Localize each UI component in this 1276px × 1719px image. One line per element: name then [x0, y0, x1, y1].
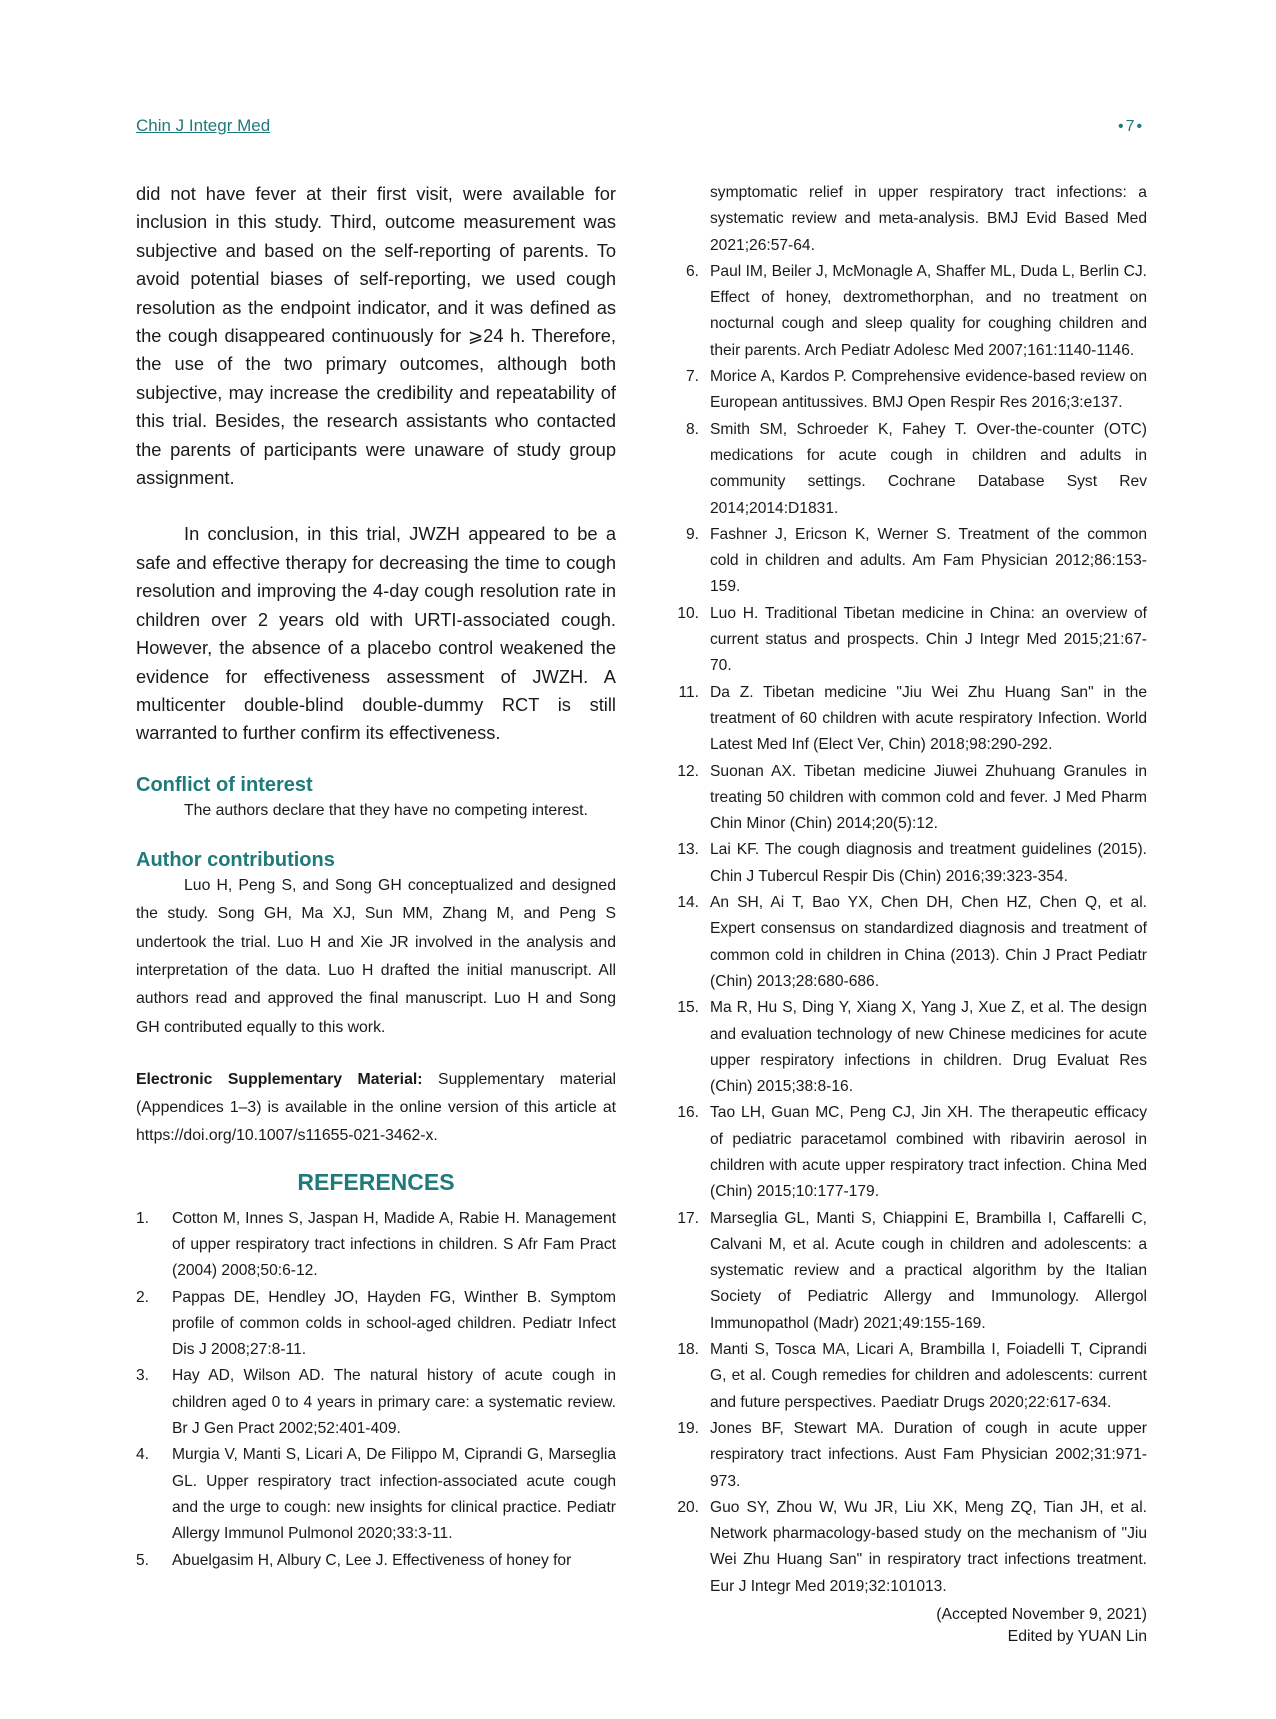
reference-item: [136, 1206, 616, 1285]
reference-number: 20.: [677, 1498, 699, 1516]
reference-text: Suonan AX. Tibetan medicine Jiuwei Zhuhuang Granules in treating 50 children with common cold and fever. J Med Pharm Chin Minor (Chin) 2014;20(5):12.: [710, 762, 1147, 833]
reference-number: 5.: [136, 1551, 150, 1569]
reference-text: Pappas DE, Hendley JO, Hayden FG, Winther B. Symptom profile of common colds in school-aged children. Pediatr Infect Dis J 2008;27:8-11.: [172, 1288, 616, 1359]
reference-item: [669, 259, 1147, 364]
reference-text: Ma R, Hu S, Ding Y, Xiang X, Yang J, Xue Z, et al. The design and evaluation technology of new Chinese medicines for acute upper respiratory infections in children. Drug Evaluat Res (Chin) 2015;38:8-16.: [710, 999, 1147, 1096]
reference-item: [669, 1416, 1147, 1495]
reference-item: [669, 601, 1147, 680]
reference-text: Morice A, Kardos P. Comprehensive evidence-based review on European antitussives. BMJ Open Respir Res 2016;3:e137.: [710, 368, 1147, 412]
reference-number: 12.: [677, 762, 699, 780]
reference-continuation: [669, 180, 1147, 259]
edited-by: Edited by YUAN Lin: [1007, 1628, 1147, 1646]
reference-item: [669, 890, 1147, 995]
reference-number: 2.: [136, 1288, 150, 1306]
reference-text: Fashner J, Ericson K, Werner S. Treatment of the common cold in children and adults. Am Fam Physician 2012;86:153-159.: [710, 525, 1147, 596]
references-heading: REFERENCES: [297, 1168, 455, 1195]
reference-text: Paul IM, Beiler J, McMonagle A, Shaffer ML, Duda L, Berlin CJ. Effect of honey, dextromethorphan, and no treatment on nocturnal cough and sleep quality for coughing children and their parents. Arch Pediatr Adolesc Med 2007;161:1140-1146.: [710, 262, 1147, 359]
reference-text: Manti S, Tosca MA, Licari A, Brambilla I, Foiadelli T, Ciprandi G, et al. Cough remedies for children and adolescents: current and future perspectives. Paediatr Drugs 2020;22:617-634.: [710, 1341, 1147, 1411]
reference-item: [669, 1337, 1147, 1416]
reference-item: [136, 1548, 616, 1574]
references-list-left: [136, 1206, 616, 1574]
reference-item: [669, 759, 1147, 838]
references-list-right: [669, 259, 1147, 1600]
reference-text: Marseglia GL, Manti S, Chiappini E, Brambilla I, Caffarelli C, Calvani M, et al. Acute cough in children and adolescents: a systematic review and a practical algorithm by the Italian Society of Pediatric Allergy and Immunology. Allergol Immunopathol (Madr) 2021;49:155-169.: [710, 1209, 1147, 1332]
reference-number: 9.: [685, 525, 699, 543]
reference-number: 13.: [677, 841, 699, 859]
reference-number: 6.: [685, 262, 699, 280]
reference-text: An SH, Ai T, Bao YX, Chen DH, Chen HZ, Chen Q, et al. Expert consensus on standardized diagnosis and treatment of common cold in children in China (2013). Chin J Pract Pediatr (Chin) 2013;28:680-686.: [710, 894, 1147, 990]
reference-item: [669, 1495, 1147, 1600]
reference-number: 18.: [677, 1341, 699, 1359]
reference-number: 11.: [678, 683, 699, 701]
accepted-date: (Accepted November 9, 2021): [936, 1606, 1147, 1624]
esm-text: Supplementary material (Appendices 1–3) is available in the online version of this article at https://doi.org/10.1007/s11655-021-3462-x.: [136, 1070, 616, 1145]
reference-item: [136, 1363, 616, 1442]
reference-number: 16.: [677, 1104, 699, 1122]
reference-number: 8.: [685, 420, 699, 438]
reference-text: Da Z. Tibetan medicine "Jiu Wei Zhu Huang San" in the treatment of 60 children with acute respiratory Infection. World Latest Med Inf (Elect Ver, Chin) 2018;98:290-292.: [710, 683, 1147, 754]
reference-text: Abuelgasim H, Albury C, Lee J. Effectiveness of honey for: [172, 1551, 572, 1569]
reference-item: [669, 837, 1147, 890]
reference-text: Jones BF, Stewart MA. Duration of cough in acute upper respiratory tract infections. Aust Fam Physician 2002;31:971-973.: [710, 1419, 1147, 1490]
reference-number: 7.: [685, 368, 699, 386]
reference-number: 3.: [136, 1367, 150, 1385]
conflict-heading: Conflict of interest: [136, 773, 313, 796]
esm-note: [136, 1066, 616, 1151]
reference-item: [669, 680, 1147, 759]
contributions-text: Luo H, Peng S, and Song GH conceptualized and designed the study. Song GH, Ma XJ, Sun MM, Zhang M, and Peng S undertook the trial. Luo H and Xie JR involved in the analysis and interpretation of the data. Luo H drafted the initial manuscript. All authors read and approved the final manuscript. Luo H and Song GH contributed equally to this work.: [136, 877, 616, 1036]
right-column: [669, 180, 1147, 1648]
reference-text: Lai KF. The cough diagnosis and treatment guidelines (2015). Chin J Tubercul Respir Dis (Chin) 2016;39:323-354.: [710, 841, 1147, 885]
conflict-text: The authors declare that they have no competing interest.: [184, 801, 588, 819]
reference-text: Luo H. Traditional Tibetan medicine in China: an overview of current status and prospects. Chin J Integr Med 2015;21:67-70.: [710, 604, 1147, 675]
reference-text: Tao LH, Guan MC, Peng CJ, Jin XH. The therapeutic efficacy of pediatric paracetamol combined with ribavirin aerosol in children with acute upper respiratory tract infection. China Med (Chin) 2015;10:177-179.: [710, 1104, 1147, 1201]
reference-item: [669, 522, 1147, 601]
contributions-heading: Author contributions: [136, 849, 335, 872]
reference-text: Smith SM, Schroeder K, Fahey T. Over-the-counter (OTC) medications for acute cough in children and adults in community settings. Cochrane Database Syst Rev 2014;2014:D1831.: [710, 420, 1147, 517]
reference-item: [136, 1442, 616, 1547]
reference-number: 17.: [677, 1209, 699, 1227]
reference-number: 15.: [677, 999, 699, 1017]
reference-number: 14.: [677, 894, 699, 912]
reference-number: 10.: [677, 604, 699, 622]
reference-text: Cotton M, Innes S, Jaspan H, Madide A, Rabie H. Management of upper respiratory tract infections in children. S Afr Fam Pract (2004) 2008;50:6-12.: [172, 1209, 616, 1280]
paragraph-conclusion: In conclusion, in this trial, JWZH appeared to be a safe and effective therapy for decreasing the time to cough resolution and improving the 4-day cough resolution rate in children over 2 years old with URTI-associated cough. However, the absence of a placebo control weakened the evidence for effectiveness assessment of JWZH. A multicenter double-blind double-dummy RCT is still warranted to further confirm its effectiveness.: [136, 523, 616, 744]
reference-item: [136, 1285, 616, 1364]
journal-title: Chin J Integr Med: [136, 116, 271, 135]
reference-item: [669, 1100, 1147, 1205]
reference-number: 4.: [136, 1446, 150, 1464]
paragraph-limitations: did not have fever at their first visit, were available for inclusion in this study. Third, outcome measurement was subjective and based on the self-reporting of parents. To avoid potential biases of self-reporting, we used cough resolution as the endpoint indicator, and it was defined as the cough disappeared continuously for ⩾24 h. Therefore, the use of the two primary outcomes, although both subjective, may increase the credibility and repeatability of this trial. Besides, the research assistants who contacted the parents of participants were unaware of study group assignment.: [136, 183, 616, 489]
reference-number: 19.: [677, 1419, 699, 1437]
reference-text: Hay AD, Wilson AD. The natural history of acute cough in children aged 0 to 4 years in primary care: a systematic review. Br J Gen Pract 2002;52:401-409.: [172, 1367, 616, 1438]
reference-text: Guo SY, Zhou W, Wu JR, Liu XK, Meng ZQ, Tian JH, et al. Network pharmacology-based study on the mechanism of "Jiu Wei Zhu Huang San" in respiratory tract infections treatment. Eur J Integr Med 2019;32:101013.: [710, 1498, 1147, 1595]
esm-label: Electronic Supplementary Material:: [136, 1070, 423, 1088]
page-number: •7•: [1118, 118, 1145, 135]
reference-item: [669, 417, 1147, 522]
reference-item: [669, 1206, 1147, 1337]
reference-item: [669, 995, 1147, 1100]
reference-item: [669, 364, 1147, 417]
reference-5-continuation: symptomatic relief in upper respiratory tract infections: a systematic review and meta-analysis. BMJ Evid Based Med 2021;26:57-64.: [710, 184, 1147, 254]
left-column: [136, 180, 616, 1574]
reference-text: Murgia V, Manti S, Licari A, De Filippo M, Ciprandi G, Marseglia GL. Upper respiratory tract infection-associated acute cough and the urge to cough: new insights for clinical practice. Pediatr Allergy Immunol Pulmonol 2020;33:3-11.: [172, 1446, 616, 1543]
reference-number: 1.: [136, 1209, 150, 1227]
